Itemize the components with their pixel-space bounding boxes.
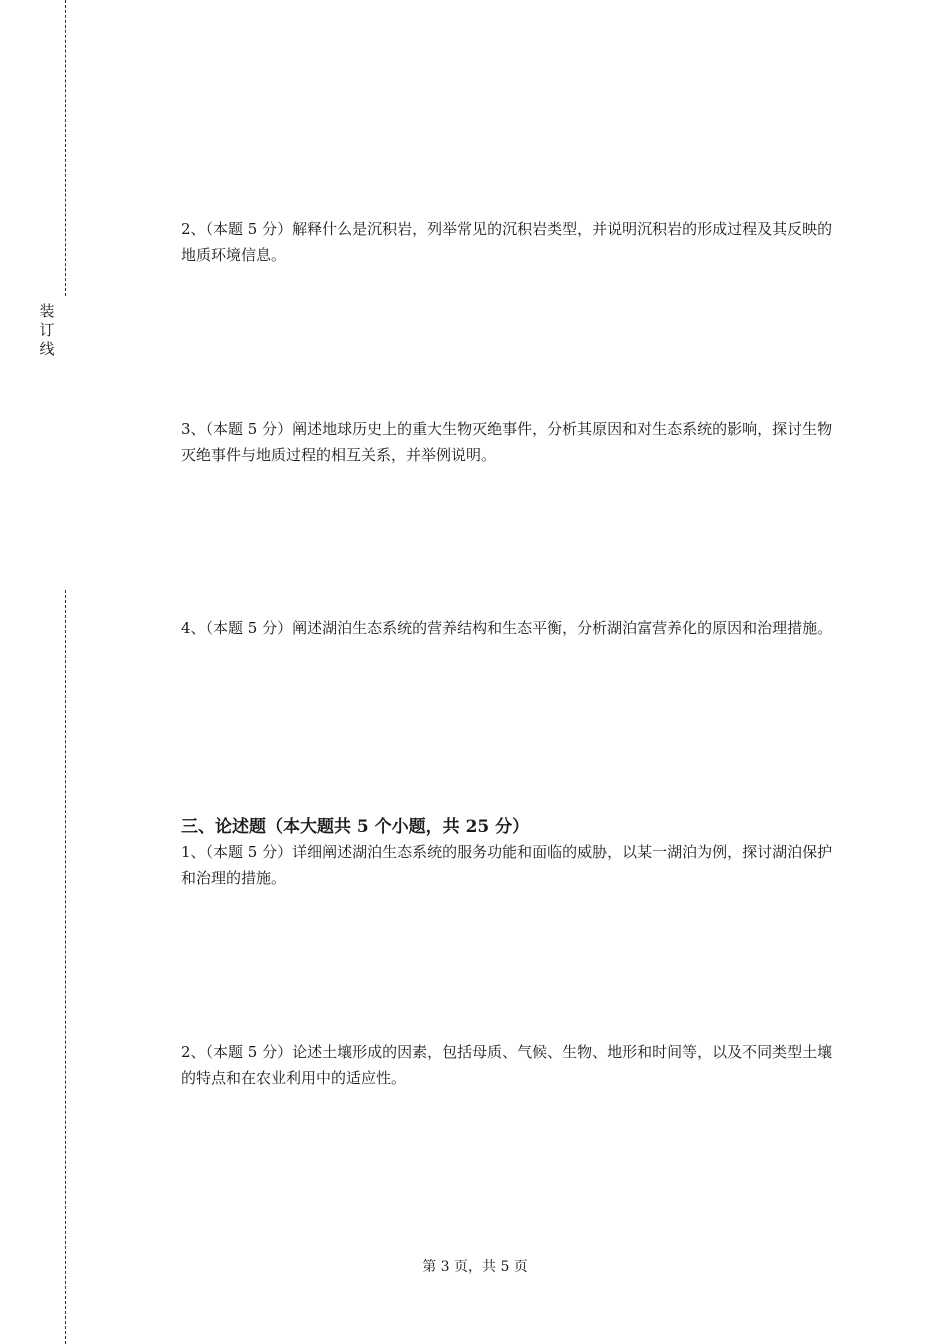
- binding-dashed-line-top: [65, 0, 66, 296]
- question-2-4: 4、（本题 5 分）阐述湖泊生态系统的营养结构和生态平衡，分析湖泊富营养化的原因和治理措施。: [181, 619, 833, 637]
- page-number-footer: 第 3 页，共 5 页: [422, 1259, 528, 1275]
- binding-dashed-line-bottom: [65, 590, 66, 1344]
- section-3-heading: 三、论述题（本大题共 5 个小题，共 25 分）: [181, 817, 530, 837]
- question-2-3: 3、（本题 5 分）阐述地球历史上的重大生物灭绝事件，分析其原因和对生态系统的影响，探讨生物灭绝事件与地质过程的相互关系，并举例说明。: [181, 420, 833, 464]
- question-3-2: 2、（本题 5 分）论述土壤形成的因素，包括母质、气候、生物、地形和时间等，以及不同类型土壤的特点和在农业利用中的适应性。: [181, 1043, 833, 1087]
- question-3-1: 1、（本题 5 分）详细阐述湖泊生态系统的服务功能和面临的威胁，以某一湖泊为例，探讨湖泊保护和治理的措施。: [181, 843, 833, 887]
- binding-line-label: 装订线: [39, 302, 55, 358]
- question-2-2: 2、（本题 5 分）解释什么是沉积岩，列举常见的沉积岩类型，并说明沉积岩的形成过程及其反映的地质环境信息。: [181, 220, 833, 264]
